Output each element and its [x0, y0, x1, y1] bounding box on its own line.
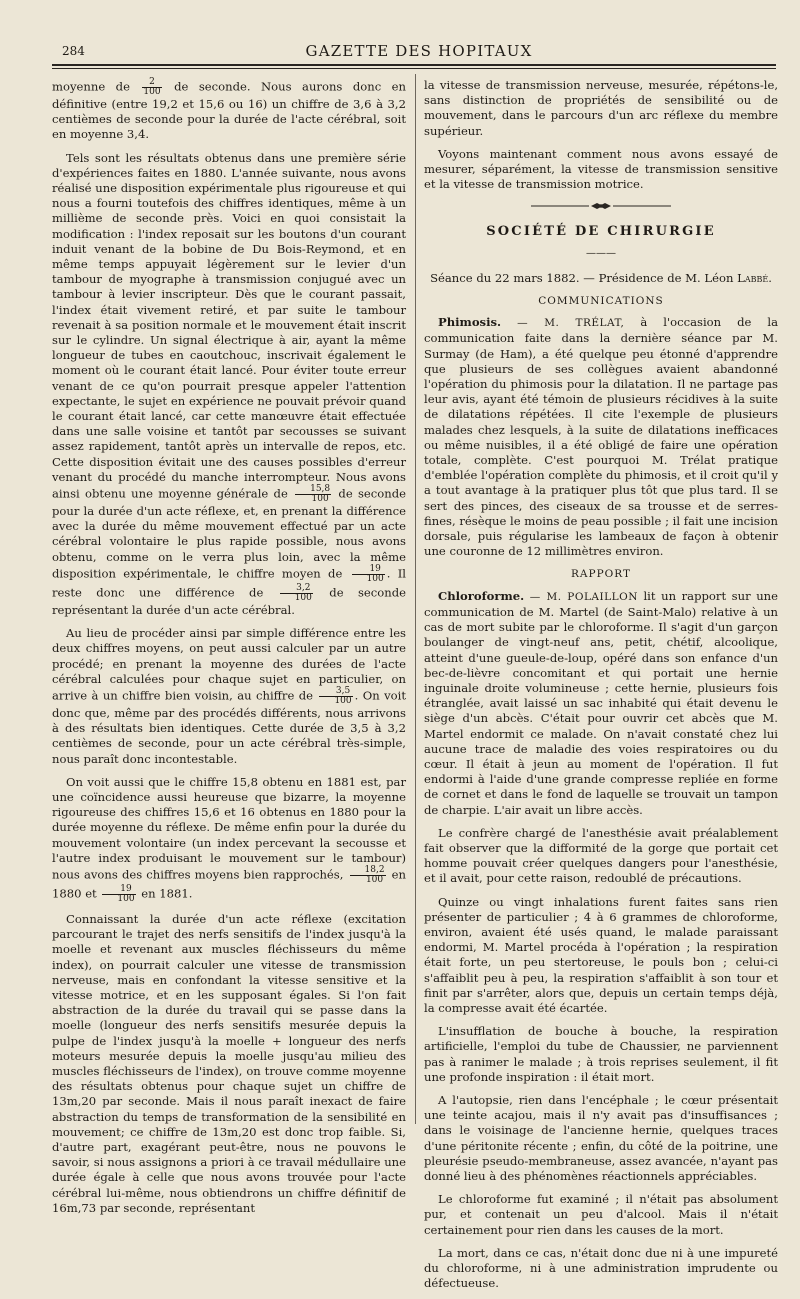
header-rule-thin — [52, 68, 776, 69]
paragraph: Connaissant la durée d'un acte réflexe (excitation parcourant le trajet des nerfs sensitifs de l'index jusqu'à la moelle et revenant aux muscles fléchisseurs du même index), on pourrait calculer une vitesse de transmission nerveuse, mais en confondant la vitesse sensitive et la vitesse motrice, et en les supposant égales. Si l'on fait abstraction de la durée du travail qui se passe dans la moelle (longueur des nerfs sensitifs mesurée depuis la pulpe de l'index jusqu'à la moelle + longueur des nerfs moteurs mesurée depuis la moelle jusqu'au milieu des muscles fléchisseurs de l'index), on trouve comme moyenne des résultats obtenus pour chaque sujet un chiffre de 13m,20 par seconde. Mais il nous paraît inexact de faire abstraction du temps de transformation de la sensibilité en mouvement; ce chiffre de 13m,20 est donc trop faible. Si, d'autre part, exagérant peut-être, nous ne pouvons le savoir, si nous assignons a priori à ce travail médullaire une durée égale à celle que nous avons trouvée pour l'acte cérébral lui-même, nous obtiendrons un chiffre définitif de 16m,73 par seconde, représentant — [52, 911, 406, 1215]
rubric: Phimosis. — [438, 315, 502, 330]
speaker: — M. POLAILLON — [529, 590, 638, 603]
text-run: de seconde. Nous aurons donc en définitive (entre 19,2 et 15,6 ou 16) un chiffre de 3,6 à 3,2 centièmes de seconde pour la durée de l'acte cérébral, soit en moyenne 3,4. — [52, 79, 407, 142]
ornament-divider-icon — [531, 202, 671, 210]
paragraph — [52, 78, 406, 143]
ornament-divider — [424, 202, 778, 210]
text-run: Au lieu de procéder ainsi par simple différence entre les deux chiffres moyens, on peut aussi calculer par un autre procédé; en prenant la moyenne des durées de l'acte cérébral calculées pour chaque sujet en particulier, on arrive à un chiffre bien voisin, au chiffre de — [52, 626, 406, 703]
fraction-denominator: 100 — [334, 695, 352, 706]
fraction-numerator: 19 — [102, 885, 135, 895]
header-rule — [52, 64, 776, 66]
section-dash: ——— — [586, 247, 616, 259]
fraction — [350, 866, 386, 885]
section-title: SOCIÉTÉ DE CHIRURGIE — [486, 224, 716, 240]
paragraph — [424, 315, 778, 559]
text-run: lit un rapport sur une communication de M. Martel (de Saint-Malo) relative à un cas de mort subite par le chloroforme. Il s'agit d'un garçon boulanger de vingt-neuf ans, petit, chétif, alcoolique, atteint d'une gueule-de-loup, opéré dans son enfance d'un bec-de-lièvre concomitant et qui portait une hernie inguinale droite volumineuse ; cette hernie, plusieurs fois étranglée, avait laissé un sac inhabité qui était devenu le siège d'un abcès. C'était pour ouvrir cet abcès que M. Martel endormit ce malade. On n'avait constaté chez lui aucune trace de maladie des voies respiratoires ou du cœur. Il était à jeun au moment de l'opération. Il fut endormi à l'aide d'une grande compresse repliée en forme de cornet et dans le fond de laquelle se trouvait un tampon de charpie. L'air avait un libre accès. — [424, 588, 778, 817]
paragraph: Voyons maintenant comment nous avons essayé de mesurer, séparément, la vitesse de transmission sensitive et la vitesse de transmission motrice. — [424, 146, 778, 192]
paragraph: A l'autopsie, rien dans l'encéphale ; le cœur présentait une teinte acajou, mais il n'y avait pas d'insuffisances ; dans le voisinage de l'ancienne hernie, quelques traces d'une péritonite récente ; enfin, du côté de la poitrine, une pleurésie pseudo-membraneuse, assez avancée, n'ayant pas donné lieu à des phénomènes réactionnels appréciables. — [424, 1092, 778, 1183]
text-run: Tels sont les résultats obtenus dans une première série d'expériences faites en 1880. L'année suivante, nous avons réalisé une disposition expérimentale plus rigoureuse et qui nous a fourni toutefois des chiffres identiques, même à un millième de seconde près. Voici en quoi consistait la modification : l'index reposait sur les boutons d'un courant induit venant de la bobine de Du Bois-Reymond, et en même temps appuyait légèrement sur le levier d'un tambour de myographe à transmission conjugué avec un tambour à levier inscripteur. Dès que le courant passait, l'index était vivement retiré, et par suite le tambour revenait à sa position normale et le mouvement était inscrit sur le cylindre. Un signal électrique à air, ayant la même longueur de tubes en caoutchouc, inscrivait également le moment où le courant était lancé. Pour éviter toute erreur venant de ce qu'on pourrait presque appeler l'attention expectante, le sujet en expérience ne pouvait prévoir quand le courant était lancé, car cette manœuvre était effectuée dans une salle voisine et tantôt par secousses se suivant assez rapidement, tantôt après un intervalle de repos, etc. Cette disposition évitait une des causes possibles d'erreur venant du procédé du manche interrompteur. Nous avons ainsi obtenu une moyenne générale de — [52, 150, 406, 501]
journal-title: GAZETTE DES HOPITAUX — [305, 42, 533, 60]
text-run: en 1881. — [141, 886, 193, 901]
text-run: Labbé. — [737, 270, 772, 285]
text-run: de seconde représentant la durée d'un acte cérébral. — [52, 585, 406, 617]
text-run: . Il reste donc une différence de — [52, 566, 406, 600]
paragraph — [52, 626, 406, 767]
column-divider — [415, 74, 416, 1124]
paragraph: Le chloroforme fut examiné ; il n'était pas absolument pur, et contenait un peu d'alcool. Mais il n'était certainement pour rien dans les causes de la mort. — [424, 1192, 778, 1237]
paragraph — [52, 151, 406, 618]
fraction-numerator: 3,5 — [319, 687, 352, 697]
paragraph — [424, 589, 778, 818]
paragraph: Le confrère chargé de l'anesthésie avait préalablement fait observer que la difformité de la gorge que portait cet homme pouvait créer quelques dangers pour l'anesthésie, et il avait, pour cette raison, redoublé de précautions. — [424, 825, 778, 886]
text-run: Séance du 22 mars 1882. — Présidence de M. Léon — [430, 270, 734, 285]
paragraph — [52, 775, 406, 904]
subsection-heading: COMMUNICATIONS — [538, 295, 664, 308]
paragraph: la vitesse de transmission nerveuse, mesurée, répétons-le, sans distinction de propriétés de sensibilité ou de mouvement, dans le parcours d'un arc réflexe du membre supérieur. — [424, 78, 778, 138]
rubric: Chloroforme. — [438, 588, 525, 603]
fraction-denominator: 100 — [365, 874, 384, 885]
fraction-numerator: 2 — [142, 78, 161, 88]
paragraph: L'insufflation de bouche à bouche, la respiration artificielle, l'emploi du tube de Chaussier, ne parviennent pas à ranimer le malade ; à trois reprises seulement, il fit une profonde inspiration : il était mort. — [424, 1024, 778, 1084]
fraction — [280, 584, 313, 603]
text-run: moyenne de — [52, 79, 130, 94]
fraction-numerator: 19 — [352, 565, 385, 575]
fraction-denominator: 100 — [366, 573, 384, 584]
paragraph: Quinze ou vingt inhalations furent faites sans rien présenter de particulier ; 4 à 6 grammes de chloroforme, environ, avaient été usés quand, le malade paraissant endormi, M. Martel procéda à l'opération ; la respiration était forte, un peu stertoreuse, le pouls bon ; celui-ci s'affaiblit peu à peu, la respiration s'affaiblit à son tour et finit par s'arrêter, alors que, depuis un certain temps déjà, la compresse avait été écartée. — [424, 894, 778, 1015]
text-run: On voit aussi que le chiffre 15,8 obtenu en 1881 est, par une coïncidence aussi heureuse que bizarre, la moyenne rigoureuse des chiffres 15,6 et 16 obtenus en 1880 pour la durée moyenne du réflexe. De même enfin pour la durée du mouvement volontaire (un index percevant la secousse et l'autre index produisant le mouvement sur le tambour) nous avons des chiffres moyens bien rapprochés, — [52, 774, 406, 882]
text-run: à l'occasion de la communication faite dans la dernière séance par M. Surmay (de Ham), a été quelque peu étonné d'apprendre que plusieurs de ses collègues avaient abandonné l'opération du phimosis pour la dilatation. Il ne partage pas leur avis, ayant été témoin de plusieurs récidives à la suite de dilatations répétées. Il cite l'exemple de plusieurs malades chez lesquels, à la suite de dilatations inefficaces ou même nuisibles, il a été obligé de faire une opération totale, complète. C'est pourquoi M. Trélat pratique d'emblée l'opération complète du phimosis, et il croit qu'il y a tout avantage à la pratiquer plus tôt que plus tard. Il se sert des pinces, des ciseaux de sa trousse et de serres-fines, résèque le moins de peau possible ; il fait une incision dorsale, puis régularise les lambeaux de façon à obtenir une couronne de 12 millimètres environ. — [424, 315, 779, 559]
session-line — [424, 271, 778, 286]
fraction-numerator: 18,2 — [350, 866, 386, 876]
fraction — [319, 687, 352, 706]
fraction — [295, 485, 331, 504]
fraction-denominator: 100 — [311, 494, 329, 505]
text-run: en 1880 et — [52, 867, 406, 901]
fraction-numerator: 3,2 — [280, 584, 313, 594]
left-column — [52, 78, 406, 1224]
fraction-denominator: 100 — [294, 592, 312, 603]
right-column — [424, 78, 778, 1299]
text-run: . On voit donc que, même par des procédés différents, nous arrivons à des résultats bien identiques. Cette durée de 3,5 à 3,2 centièmes de seconde, pour un acte cérébral très-simple, nous paraît donc incontestable. — [52, 688, 406, 766]
fraction-numerator: 15,8 — [295, 485, 331, 495]
paragraph: La mort, dans ce cas, n'était donc due ni à une impureté du chloroforme, ni à une administration imprudente ou défectueuse. — [424, 1245, 778, 1291]
subsection-heading: RAPPORT — [571, 568, 631, 581]
text-run: de seconde pour la durée d'un acte réflexe, et, en prenant la différence avec la durée du même mouvement effectué par un acte cérébral volontaire le plus rapide possible, nous avons obtenu, comme on le verra plus loin, avec la même disposition expérimentale, le chiffre moyen de — [52, 486, 406, 581]
fraction-denominator: 100 — [117, 893, 135, 904]
fraction-denominator: 100 — [143, 87, 161, 97]
fraction — [102, 885, 135, 904]
fraction — [142, 78, 161, 97]
speaker: — M. TRÉLAT, — [517, 317, 625, 330]
fraction — [352, 565, 385, 584]
page-header — [62, 42, 776, 64]
page-number: 284 — [62, 44, 85, 58]
